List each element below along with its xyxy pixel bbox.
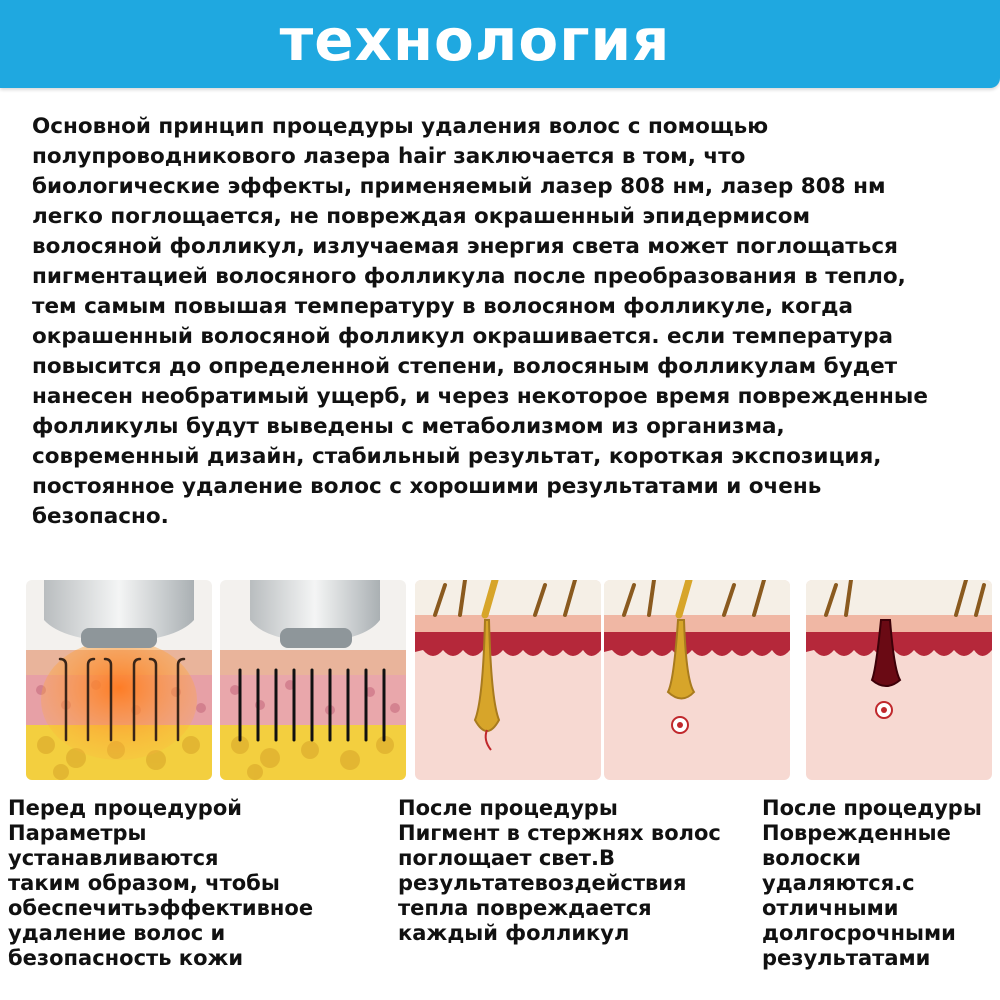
caption-line: устанавливаются <box>8 846 219 870</box>
caption-line: отличными <box>762 896 899 920</box>
caption-line: таким образом, чтобы <box>8 871 280 895</box>
caption-line: Поврежденные <box>762 821 951 845</box>
page-title: технология <box>279 6 671 74</box>
caption-line: безопасность кожи <box>8 946 244 970</box>
caption-after-procedure-2 <box>762 796 982 971</box>
damaged-follicle-illustration <box>604 580 790 780</box>
intro-line: легко поглощается, не повреждая окрашенный эпидермисом <box>32 204 811 229</box>
caption-before-procedure <box>8 796 313 971</box>
hair-pigment-illustration <box>415 580 601 780</box>
caption-line: тепла повреждается <box>398 896 652 920</box>
caption-after-procedure-1 <box>398 796 721 946</box>
intro-line: тем самым повышая температуру в волосяном фолликуле, когда <box>32 294 853 319</box>
intro-line: полупроводникового лазера hair заключается в том, что <box>32 144 746 169</box>
intro-line: современный дизайн, стабильный результат, короткая экспозиция, <box>32 444 882 469</box>
caption-line: долгосрочными <box>762 921 956 945</box>
intro-line: Основной принцип процедуры удаления волос с помощью <box>32 114 769 139</box>
caption-line: Пигмент в стержнях волос <box>398 821 721 845</box>
intro-line: нанесен необратимый ущерб, и через некоторое время поврежденные <box>32 384 928 409</box>
caption-heading: После процедуры <box>762 796 982 820</box>
intro-line: постоянное удаление волос с хорошими результатами и очень <box>32 474 822 499</box>
caption-line: результатами <box>762 946 931 970</box>
intro-line: безопасно. <box>32 504 169 529</box>
follicle-absorption-illustration <box>220 580 406 780</box>
intro-line: повысится до определенной степени, волосяным фолликулам будет <box>32 354 898 379</box>
intro-line: биологические эффекты, применяемый лазер 808 нм, лазер 808 нм <box>32 174 886 199</box>
hair-removed-illustration <box>806 580 992 780</box>
caption-line: результатевоздействия <box>398 871 687 895</box>
caption-line: волоски <box>762 846 861 870</box>
caption-line: удаление волос и <box>8 921 226 945</box>
intro-line: фолликулы будут выведены с метаболизмом из организма, <box>32 414 785 439</box>
caption-line: каждый фолликул <box>398 921 630 945</box>
caption-heading: Перед процедурой <box>8 796 242 820</box>
caption-line: обеспечитьэффективное <box>8 896 314 920</box>
title-banner <box>0 0 1000 88</box>
intro-line: волосяной фолликул, излучаемая энергия света может поглощаться <box>32 234 898 259</box>
caption-line: поглощает свет.В <box>398 846 615 870</box>
intro-paragraph <box>32 112 1000 532</box>
laser-treatment-illustration <box>26 580 212 780</box>
caption-line: Параметры <box>8 821 147 845</box>
intro-line: пигментацией волосяного фолликула после преобразования в тепло, <box>32 264 906 289</box>
caption-heading: После процедуры <box>398 796 618 820</box>
caption-line: удаляются.с <box>762 871 915 895</box>
intro-line: окрашенный волосяной фолликул окрашивается. если температура <box>32 324 893 349</box>
